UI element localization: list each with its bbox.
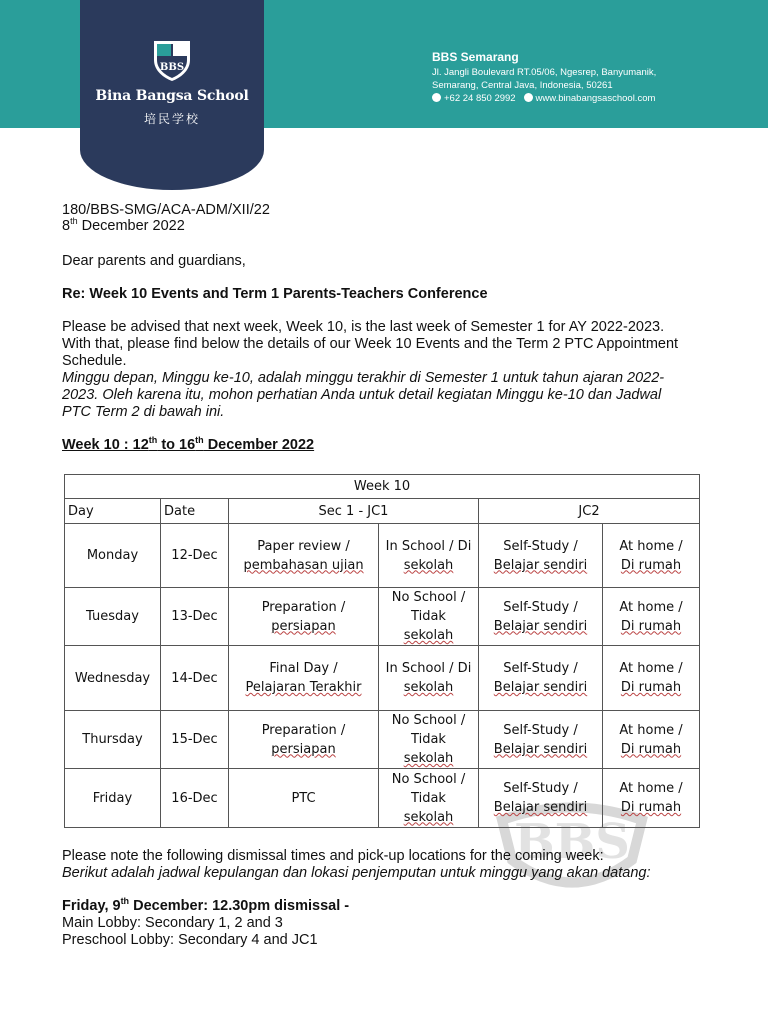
crest-text: BBS bbox=[159, 62, 185, 73]
globe-icon bbox=[524, 93, 533, 102]
paragraph-id-1: Minggu depan, Minggu ke-10, adalah minggu terakhir di Semester 1 untuk tahun ajaran 2022- bbox=[62, 370, 665, 386]
row-sec-activity: Final Day / Pelajaran Terakhir bbox=[229, 646, 379, 711]
campus-name: BBS Semarang bbox=[432, 50, 519, 64]
paragraph-en-1: Please be advised that next week, Week 10, is the last week of Semester 1 for AY 2022-2023. bbox=[62, 319, 665, 335]
row-jc-activity: Self-Study / Belajar sendiri bbox=[479, 646, 603, 711]
website-link[interactable]: www.binabangsaschool.com bbox=[535, 93, 656, 104]
row-jc-activity: Self-Study / Belajar sendiri bbox=[479, 588, 603, 646]
header-date: Date bbox=[161, 499, 229, 524]
row-sec-location: In School / Di sekolah bbox=[379, 646, 479, 711]
row-sec-activity: Paper review / pembahasan ujian bbox=[229, 524, 379, 588]
contact-line bbox=[432, 92, 656, 105]
friday-sup: th bbox=[120, 896, 130, 907]
row-sec-activity: Preparation / persiapan bbox=[229, 711, 379, 769]
friday-prefix: Friday, 9 bbox=[62, 898, 121, 914]
main-lobby-line: Main Lobby: Secondary 1, 2 and 3 bbox=[62, 915, 283, 931]
row-jc-activity: Self-Study / Belajar sendiri bbox=[479, 769, 603, 828]
row-date: 13-Dec bbox=[161, 588, 229, 646]
reference-number: 180/BBS-SMG/ACA-ADM/XII/22 bbox=[62, 202, 270, 218]
date-rest: December 2022 bbox=[77, 218, 185, 234]
phone-icon bbox=[432, 93, 441, 102]
row-jc-activity: Self-Study / Belajar sendiri bbox=[479, 524, 603, 588]
school-name: Bina Bangsa School bbox=[95, 88, 249, 104]
row-jc-location: At home / Di rumah bbox=[603, 711, 700, 769]
week-heading bbox=[62, 437, 314, 454]
table-title: Week 10 bbox=[65, 475, 700, 499]
date-day: 8 bbox=[62, 218, 71, 234]
phone-number: +62 24 850 2992 bbox=[444, 93, 516, 104]
dismissal-note-id: Berikut adalah jadwal kepulangan dan lokasi penjemputan untuk minggu yang akan datang: bbox=[62, 865, 651, 881]
paragraph-id-2: 2023. Oleh karena itu, mohon perhatian Anda untuk detail kegiatan Minggu ke-10 dan Jadwal bbox=[62, 387, 662, 403]
week-heading-sup2: th bbox=[195, 435, 204, 446]
friday-dismissal-heading bbox=[62, 898, 349, 915]
header-day: Day bbox=[65, 499, 161, 524]
week-heading-middle: to 16 bbox=[157, 437, 196, 453]
row-date: 15-Dec bbox=[161, 711, 229, 769]
campus-info bbox=[432, 50, 656, 105]
row-jc-location: At home / Di rumah bbox=[603, 588, 700, 646]
table-row bbox=[65, 769, 700, 828]
school-logo-panel bbox=[80, 0, 264, 190]
table-row bbox=[65, 711, 700, 769]
row-day: Wednesday bbox=[65, 646, 161, 711]
week-heading-suffix: December 2022 bbox=[203, 437, 315, 453]
header-sec: Sec 1 - JC1 bbox=[229, 499, 479, 524]
school-name-chinese: 培民学校 bbox=[143, 112, 200, 126]
row-sec-location: No School / Tidak sekolah bbox=[379, 588, 479, 646]
table-row bbox=[65, 588, 700, 646]
school-crest-icon bbox=[150, 38, 194, 82]
row-jc-activity: Self-Study / Belajar sendiri bbox=[479, 711, 603, 769]
row-day: Monday bbox=[65, 524, 161, 588]
svg-text:BBS: BBS bbox=[514, 814, 630, 870]
table-row bbox=[65, 524, 700, 588]
row-date: 14-Dec bbox=[161, 646, 229, 711]
row-date: 16-Dec bbox=[161, 769, 229, 828]
week-heading-sup1: th bbox=[148, 435, 158, 446]
salutation: Dear parents and guardians, bbox=[62, 253, 246, 269]
row-sec-location: No School / Tidak sekolah bbox=[379, 711, 479, 769]
row-day: Friday bbox=[65, 769, 161, 828]
row-sec-activity: Preparation / persiapan bbox=[229, 588, 379, 646]
paragraph-en-2: With that, please find below the details of our Week 10 Events and the Term 2 PTC Appointment bbox=[62, 336, 679, 352]
row-date: 12-Dec bbox=[161, 524, 229, 588]
paragraph-en-3: Schedule. bbox=[62, 353, 127, 369]
table-row bbox=[65, 646, 700, 711]
letter-date bbox=[62, 218, 185, 235]
subject-line: Re: Week 10 Events and Term 1 Parents-Teachers Conference bbox=[62, 286, 488, 302]
row-jc-location: At home / Di rumah bbox=[603, 646, 700, 711]
row-jc-location: At home / Di rumah bbox=[603, 524, 700, 588]
header-jc2: JC2 bbox=[479, 499, 700, 524]
row-sec-location: No School / Tidak sekolah bbox=[379, 769, 479, 828]
dismissal-note-en: Please note the following dismissal times and pick-up locations for the coming week: bbox=[62, 848, 604, 864]
row-day: Thursday bbox=[65, 711, 161, 769]
week10-schedule-table bbox=[64, 474, 700, 828]
friday-rest: December: 12.30pm dismissal - bbox=[129, 898, 350, 914]
address-line-1: Jl. Jangli Boulevard RT.05/06, Ngesrep, Banyumanik, bbox=[432, 67, 657, 78]
table-title-row bbox=[65, 475, 700, 499]
paragraph-id-3: PTC Term 2 di bawah ini. bbox=[62, 404, 225, 420]
row-sec-location: In School / Di sekolah bbox=[379, 524, 479, 588]
row-day: Tuesday bbox=[65, 588, 161, 646]
date-suffix: th bbox=[70, 216, 78, 227]
week-heading-prefix: Week 10 : 12 bbox=[62, 437, 149, 453]
row-sec-activity: PTC bbox=[229, 769, 379, 828]
preschool-lobby-line: Preschool Lobby: Secondary 4 and JC1 bbox=[62, 932, 318, 948]
address-line-2: Semarang, Central Java, Indonesia, 50261 bbox=[432, 80, 613, 91]
row-jc-location: At home / Di rumah bbox=[603, 769, 700, 828]
table-header-row bbox=[65, 499, 700, 524]
